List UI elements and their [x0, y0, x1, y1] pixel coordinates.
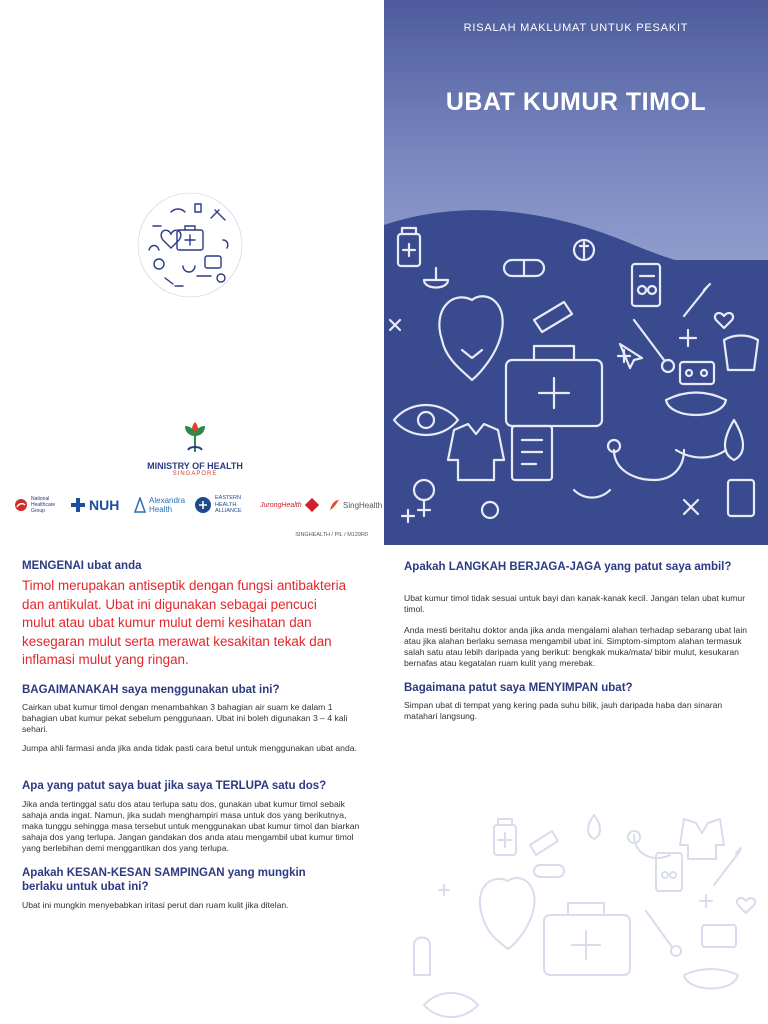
- faded-medical-icons-pattern: [384, 795, 768, 1024]
- partner-logo-singhealth: SingHealth: [328, 488, 382, 522]
- forgot-dose-text: Jika anda tertinggal satu dos atau terlupa satu dos, gunakan ubat kumur timol sebaik sahaja anda ingat. Namun, jika sudah menghampiri masa untuk dos yang berikutnya, maka tunggu sehingga masa tersebut untuk menggunakan ubat kumur timol dan biarkan sahaja dos yang terlupa. Jangan gandakan dos anda atau mengambil ubat kumur timol yang berlebihan demi menggantikan dos yang terlupa.: [22, 799, 360, 853]
- medical-icons-pattern: [384, 220, 768, 545]
- partner-logo-juronghealth: JurongHealth: [260, 488, 319, 522]
- partner-logo-nuh: NUH: [70, 488, 119, 522]
- about-heading: [22, 560, 367, 572]
- front-cover-panel: [384, 0, 768, 545]
- medical-icons-circle-illustration: [135, 190, 245, 300]
- storage-heading: Bagaimana patut saya MENYIMPAN ubat?: [404, 682, 633, 694]
- storage-text: Simpan ubat di tempat yang kering pada suhu bilik, jauh daripada haba dan sinaran matahari langsung.: [404, 700, 723, 721]
- how-to-use-pharmacist-text: Jumpa ahli farmasi anda jika anda tidak pasti cara betul untuk menggunakan ubat anda.: [22, 743, 357, 753]
- nhg-logo-icon: [14, 498, 28, 512]
- back-cover-panel: [0, 0, 384, 545]
- alexandra-logo-icon: [134, 497, 146, 513]
- moh-emblem-icon: [180, 420, 210, 454]
- precaution-text-1: Ubat kumur timol tidak sesuai untuk bayi dan kanak-kanak kecil. Jangan telan ubat kumur timol.: [404, 593, 746, 614]
- partner-logo-alexandra: Alexandra Health: [134, 488, 187, 522]
- document-code: SINGHEALTH / PIL / M129R0: [295, 532, 368, 538]
- how-to-use-heading: BAGAIMANAKAH saya menggunakan ubat ini?: [22, 684, 280, 696]
- eha-logo-icon: [194, 496, 212, 514]
- cover-title: UBAT KUMUR TIMOL: [445, 88, 707, 116]
- about-heading-caps: MENGENAI: [22, 560, 84, 572]
- nuh-logo-icon: [70, 497, 86, 513]
- partner-logo-eastern-health: EASTERN HEALTH ALLIANCE: [194, 488, 247, 522]
- info-panel-left: [0, 545, 384, 1024]
- forgot-dose-heading: Apa yang patut saya buat jika saya TERLUPA satu dos?: [22, 780, 327, 792]
- ministry-country: SINGAPORE: [172, 471, 218, 477]
- juronghealth-logo-icon: [305, 498, 319, 512]
- precaution-heading: Apakah LANGKAH BERJAGA-JAGA yang patut saya ambil?: [404, 561, 732, 573]
- side-effects-text: Ubat ini mungkin menyebabkan iritasi perut dan ruam kulit jika ditelan.: [22, 900, 289, 910]
- singhealth-logo-icon: [328, 498, 340, 512]
- precaution-text-2: Anda mesti beritahu doktor anda jika anda mengalami alahan terhadap sebarang ubat lain atau jika alahan berlaku semasa mengambil ubat ini. Simptom-simptom alahan termasuk salah satu atau lebih daripada yang berikut: bengkak muka/mata/ bibir mulut, kesukaran bernafas atau kegatalan ruam kulit yang merebak.: [404, 625, 748, 668]
- about-text: Timol merupakan antiseptik dengan fungsi antibakteria dan antikulat. Ubat ini digunakan sebagai pencuci mulut atau ubat kumur mulut demi kesihatan dan kesegaran mulut serta merawat kesakitan tekak dan inflamasi mulut yang ringan.: [22, 578, 347, 667]
- info-panel-right: [384, 545, 768, 1024]
- cover-subtitle: RISALAH MAKLUMAT UNTUK PESAKIT: [463, 22, 689, 34]
- ministry-name: MINISTRY OF HEALTH: [147, 461, 243, 471]
- about-heading-rest: ubat anda: [83, 560, 142, 572]
- how-to-use-text: Cairkan ubat kumur timol dengan menambahkan 3 bahagian air suam ke dalam 1 bahagian ubat kumur pekat sebelum penggunaan. Ubat ini boleh digunakan 3 – 4 kali sehari.: [22, 702, 348, 734]
- ministry-of-health-logo: [140, 420, 250, 477]
- partner-logos: [14, 488, 383, 522]
- side-effects-heading: Apakah KESAN-KESAN SAMPINGAN yang mungkin berlaku untuk ubat ini?: [22, 867, 306, 893]
- partner-logo-nhg: National Healthcare Group: [14, 488, 61, 522]
